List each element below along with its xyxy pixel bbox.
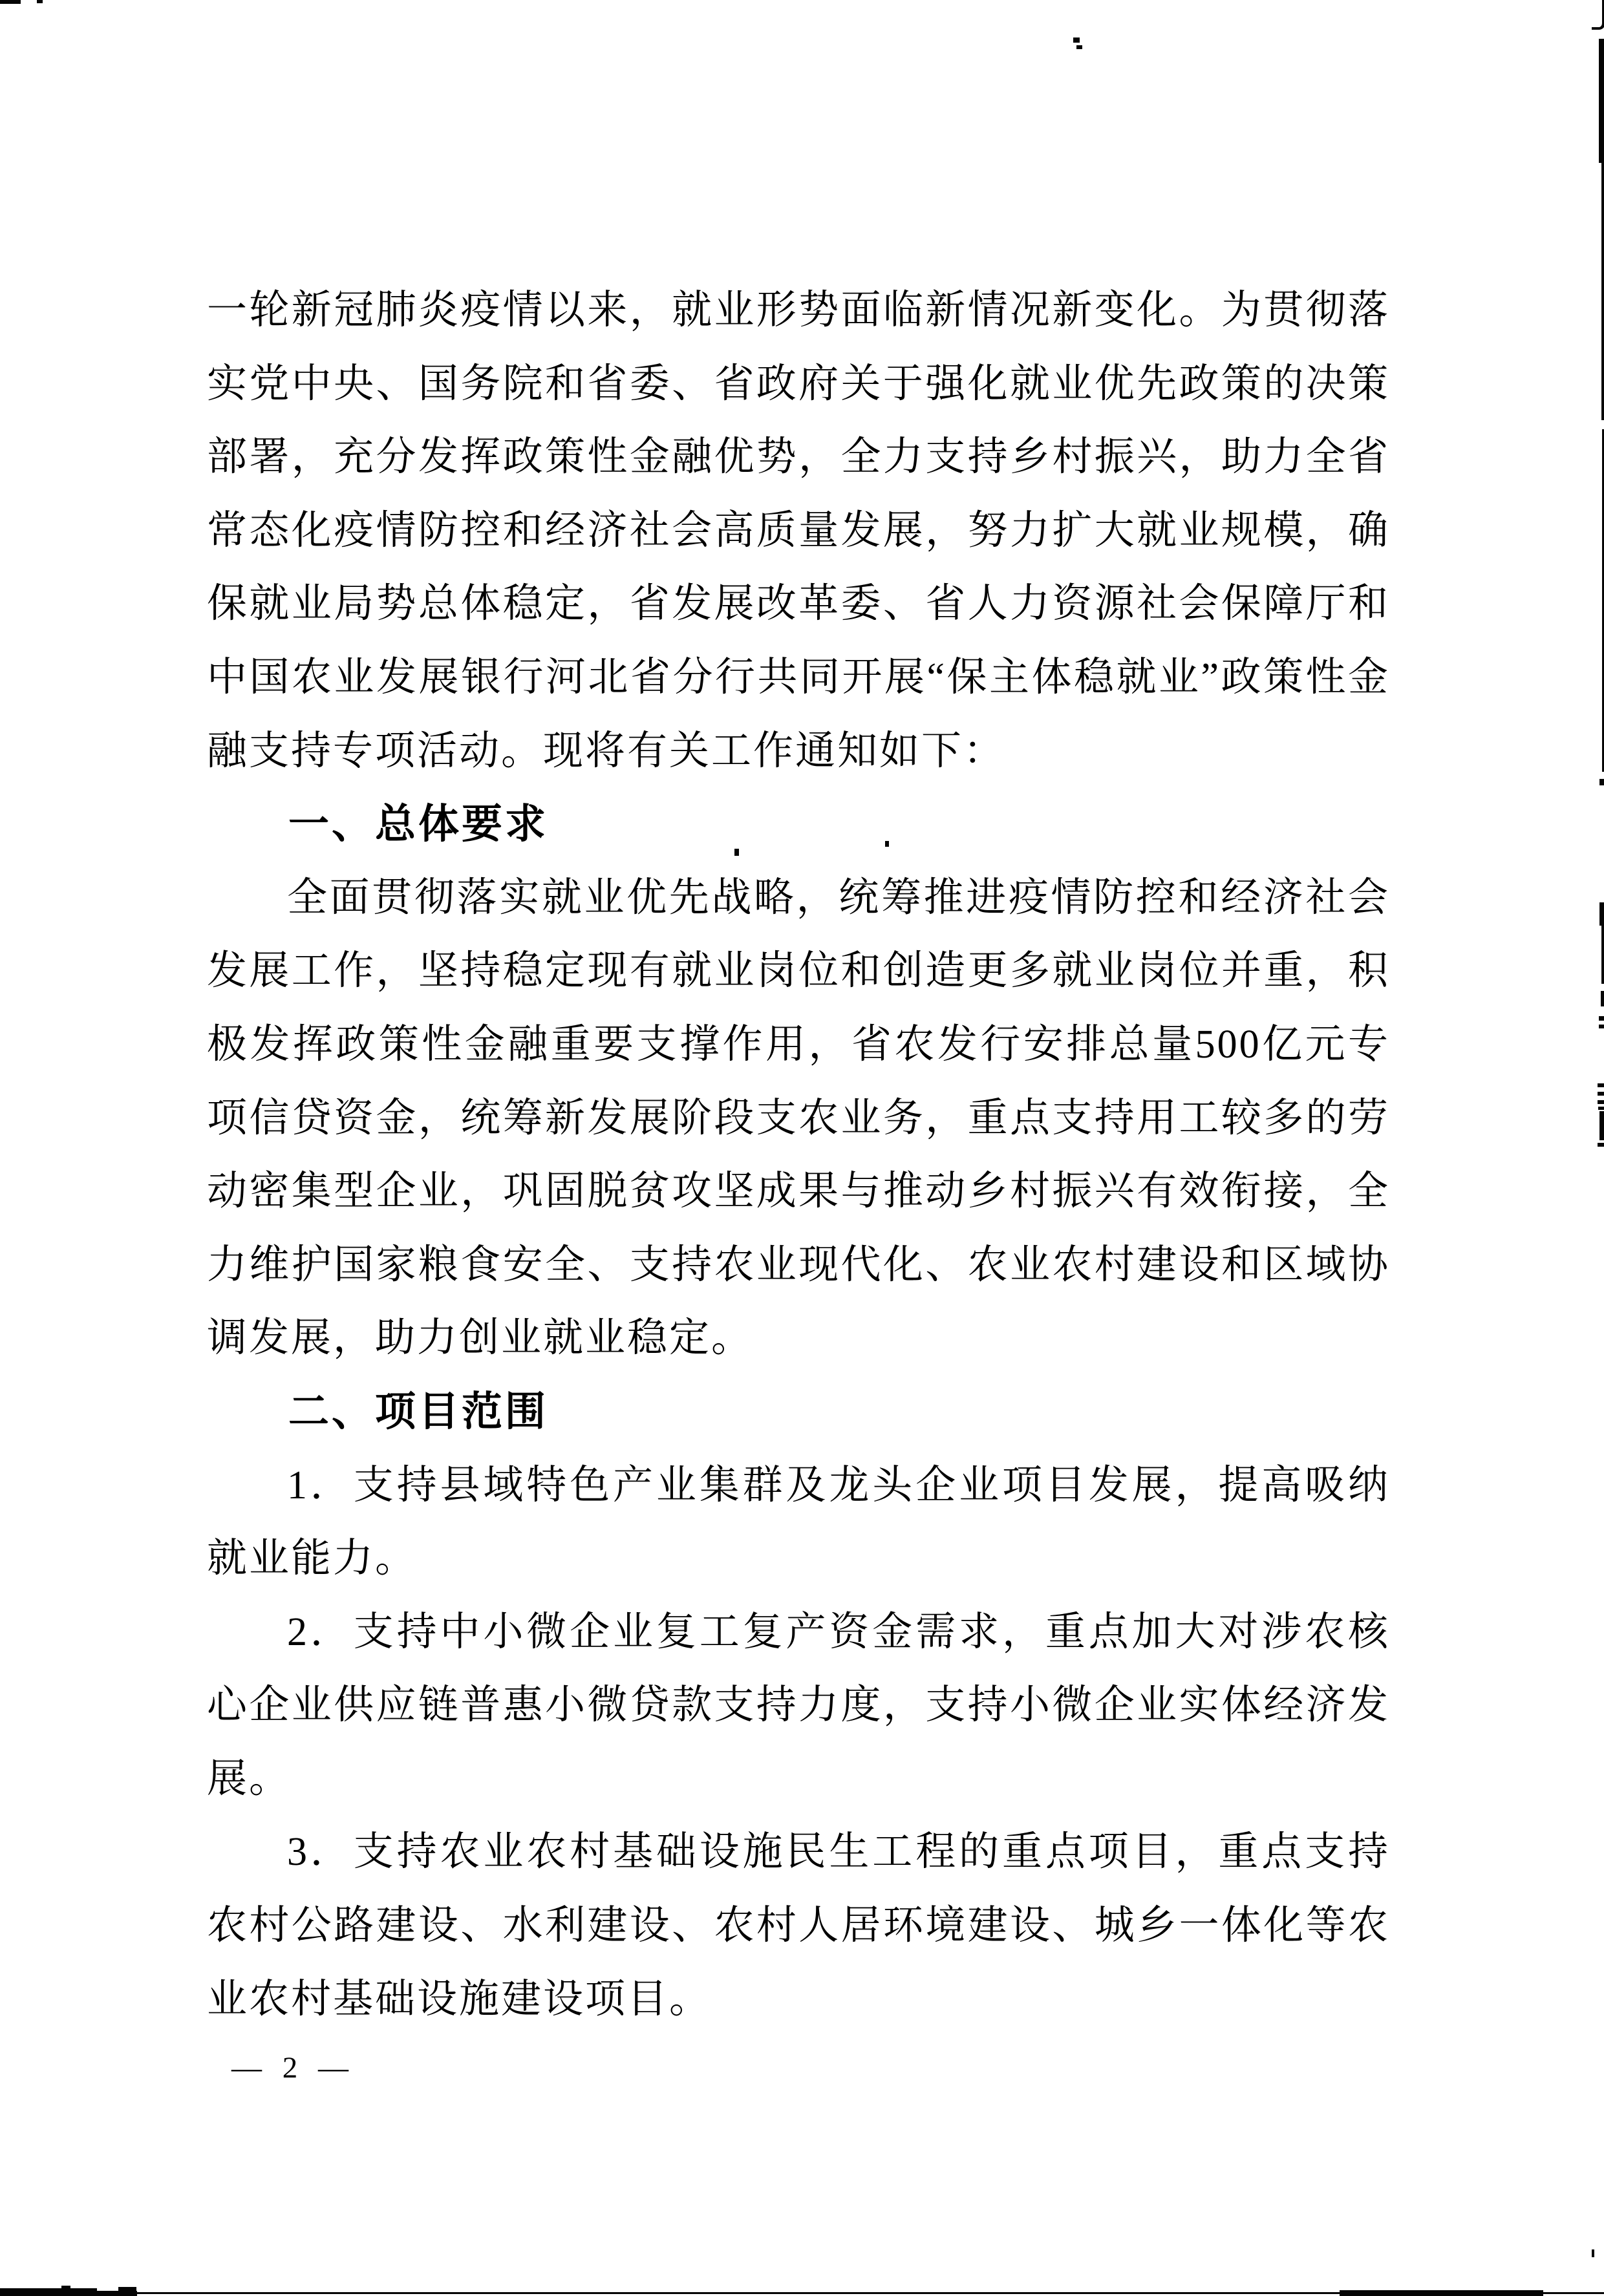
- page-number-footer: — 2 —: [231, 2051, 355, 2085]
- scan-artifact: [734, 849, 739, 856]
- scan-artifact: [1592, 2249, 1594, 2257]
- paragraph: 2．支持中小微企业复工复产资金需求，重点加大对涉农核心企业供应链普惠小微贷款支持力度，支持小微企业实体经济发展。: [207, 1610, 1390, 1801]
- section-heading: 二、项目范围: [288, 1388, 548, 1434]
- paragraph: 全面贯彻落实就业优先战略，统筹推进疫情防控和经济社会发展工作，坚持稳定现有就业岗位和创造更多就业岗位并重，积极发挥政策性金融重要支撑作用，省农发行安排总量500亿元专项信贷资金，统筹新发展阶段支农业务，重点支持用工较多的劳动密集型企业，巩固脱贫攻坚成果与推动乡村振兴有效衔接，全力维护国家粮食安全、支持农业现代化、农业农村建设和区域协调发展，助力创业就业稳定。: [207, 875, 1390, 1361]
- scan-artifact: [1601, 926, 1604, 984]
- scan-artifact: [118, 2287, 136, 2296]
- scan-artifact: [1592, 0, 1604, 30]
- paragraph: 一轮新冠肺炎疫情以来，就业形势面临新情况新变化。为贯彻落实党中央、国务院和省委、省政府关于强化就业优先政策的决策部署，充分发挥政策性金融优势，全力支持乡村振兴，助力全省常态化疫情防控和经济社会高质量发展，努力扩大就业规模，确保就业局势总体稳定，省发展改革委、省人力资源社会保障厅和中国农业发展银行河北省分行共同开展“保主体稳就业”政策性金融支持专项活动。现将有关工作通知如下：: [207, 288, 1390, 773]
- scan-artifact: [1599, 1016, 1604, 1021]
- scan-artifact: [37, 0, 43, 3]
- scan-artifact: [1340, 2290, 1543, 2296]
- paragraph: 3．支持农业农村基础设施民生工程的重点项目，重点支持农村公路建设、水利建设、农村人居环境建设、城乡一体化等农业农村基础设施建设项目。: [207, 1830, 1390, 2021]
- scan-artifact: [1076, 45, 1082, 49]
- paragraph: 1．支持县域特色产业集群及龙头企业项目发展，提高吸纳就业能力。: [207, 1463, 1390, 1581]
- scan-artifact: [1599, 779, 1604, 785]
- scan-artifact: [1598, 1107, 1604, 1110]
- section-heading: 一、总体要求: [288, 802, 548, 847]
- scan-artifact: [0, 2288, 97, 2296]
- scan-artifact: [1601, 163, 1604, 420]
- scan-artifact: [1599, 1111, 1604, 1140]
- scan-artifact: [1599, 39, 1604, 163]
- scan-artifact: [1599, 902, 1604, 926]
- scan-artifact: [885, 841, 889, 847]
- scan-artifact: [1598, 1143, 1604, 1147]
- scan-artifact: [1598, 1092, 1604, 1096]
- scan-artifact: [1598, 1100, 1604, 1104]
- scan-artifact: [1601, 991, 1604, 1006]
- scan-artifact: [0, 0, 21, 4]
- document-body: [207, 274, 1390, 2036]
- scan-artifact: [1598, 1083, 1604, 1087]
- scan-artifact: [1073, 37, 1080, 43]
- scan-artifact: [61, 2286, 70, 2291]
- scan-artifact: [1599, 1025, 1604, 1028]
